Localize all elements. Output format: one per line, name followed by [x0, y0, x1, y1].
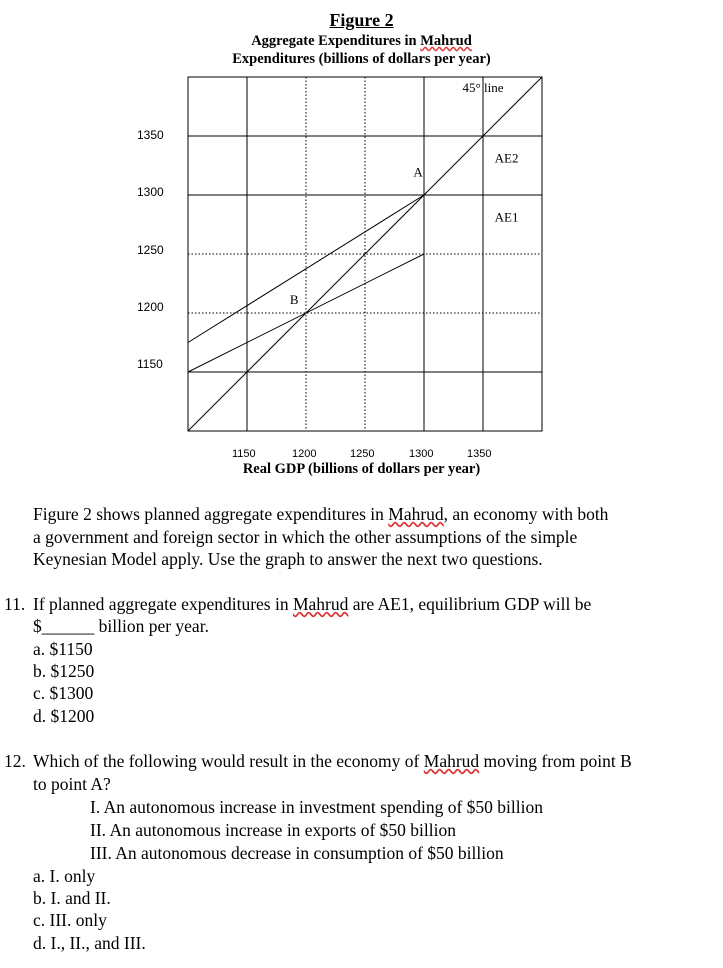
- y-tick-label: 1150: [137, 357, 163, 371]
- q12-line-2: to point A?: [33, 774, 111, 794]
- chart-label: AE2: [494, 150, 519, 166]
- q11-option-b[interactable]: b. $1250: [33, 661, 95, 681]
- q11-country: Mahrud: [292, 594, 349, 614]
- x-tick-label: 1300: [409, 448, 434, 460]
- q11-line-1: [33, 593, 591, 615]
- x-tick-label: 1200: [292, 448, 317, 460]
- intro-country: Mahrud: [388, 504, 444, 524]
- q12-number: 12.: [4, 751, 26, 771]
- chart-label: 45° line: [462, 79, 504, 95]
- q12-option-c[interactable]: c. III. only: [33, 910, 107, 930]
- q12-option-d[interactable]: d. I., II., and III.: [33, 933, 146, 953]
- intro-line-1: [33, 503, 608, 525]
- intro-line-2: a government and foreign sector in which the other assumptions of the simple: [33, 527, 578, 547]
- q12-option-b[interactable]: b. I. and II.: [33, 888, 111, 908]
- x-axis-title: Real GDP (billions of dollars per year): [242, 461, 481, 477]
- q11-option-a[interactable]: a. $1150: [33, 639, 93, 659]
- intro-text: Figure 2 shows planned aggregate expenditures in: [33, 504, 389, 524]
- q12-country: Mahrud: [423, 751, 480, 771]
- x-tick-label: 1150: [232, 448, 256, 460]
- q12-item-3: III. An autonomous decrease in consumption of $50 billion: [90, 843, 504, 863]
- q12-item-2: II. An autonomous increase in exports of $50 billion: [90, 820, 456, 840]
- chart-label: A: [413, 164, 423, 180]
- ae-chart: [187, 76, 543, 432]
- figure-title: Figure 2: [329, 10, 394, 30]
- q12-line-1: [33, 750, 632, 772]
- y-tick-label: 1250: [137, 243, 164, 257]
- intro-line-3: Keynesian Model apply. Use the graph to answer the next two questions.: [33, 549, 543, 569]
- y-tick-label: 1200: [137, 300, 164, 314]
- q11-text: are AE1, equilibrium GDP will be: [348, 594, 592, 614]
- chart-label: B: [289, 292, 299, 308]
- intro-text: , an economy with both: [443, 504, 609, 524]
- figure-subtitle-prefix: Aggregate Expenditures in: [251, 33, 421, 49]
- q11-option-d[interactable]: d. $1200: [33, 706, 95, 726]
- q12-text: Which of the following would result in the economy of: [33, 751, 424, 771]
- q11-number: 11.: [4, 594, 26, 614]
- q11-line-2: $______ billion per year.: [33, 616, 209, 636]
- chart-label: AE1: [494, 209, 519, 225]
- q11-option-c[interactable]: c. $1300: [33, 683, 94, 703]
- q12-text: moving from point B: [479, 751, 632, 771]
- q12-option-a[interactable]: a. I. only: [33, 866, 96, 886]
- figure-subtitle: [0, 33, 723, 50]
- q12-item-1: I. An autonomous increase in investment spending of $50 billion: [90, 797, 543, 817]
- q11-text: If planned aggregate expenditures in: [33, 594, 293, 614]
- figure-country: Mahrud: [420, 33, 472, 49]
- x-tick-label: 1250: [350, 448, 375, 460]
- y-tick-label: 1350: [137, 128, 164, 142]
- y-tick-label: 1300: [137, 185, 164, 199]
- x-tick-label: 1350: [467, 448, 492, 460]
- figure-y-axis-title: Expenditures (billions of dollars per year): [232, 51, 491, 67]
